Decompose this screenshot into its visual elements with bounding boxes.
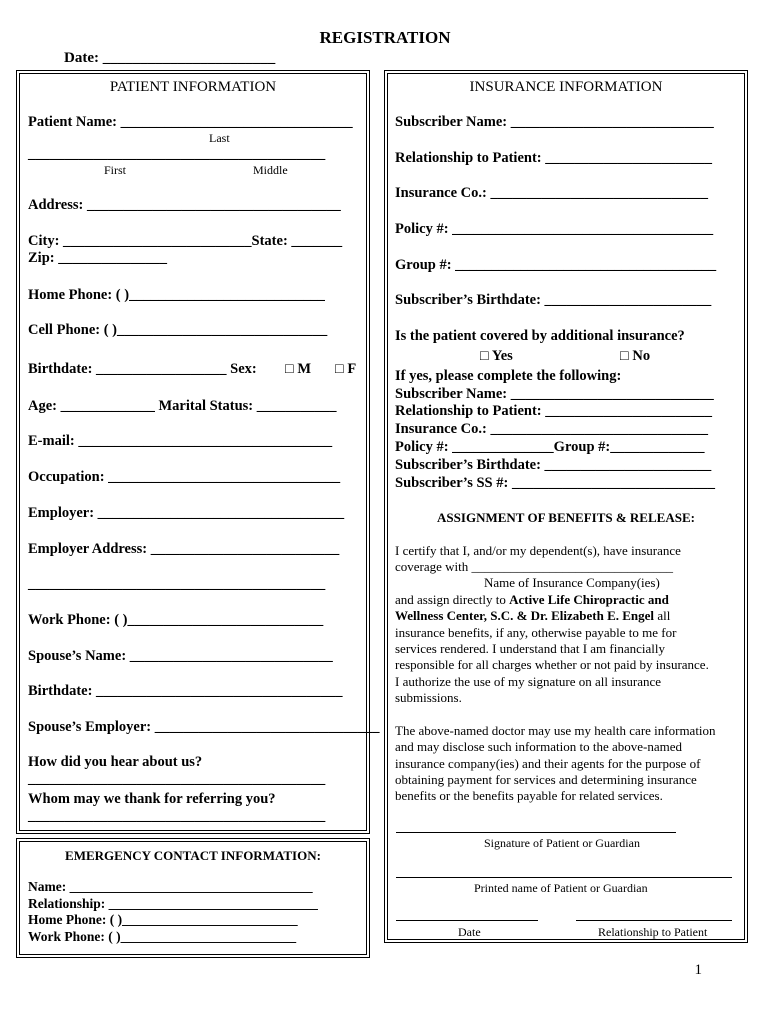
assignment-line-4 [395,608,670,624]
date-field[interactable]: Date: _______________________ [64,50,276,66]
referral-source-line[interactable]: _________________________________________ [28,771,326,787]
additional-insurance-no-checkbox[interactable]: □ No [620,348,651,364]
additional-insurance-company-field[interactable]: Insurance Co.: ______________________________ [395,421,708,437]
referrer-line[interactable]: _________________________________________ [28,808,326,824]
additional-subscriber-ss-field[interactable]: Subscriber’s SS #: ____________________________ [395,475,715,491]
assignment-line-3 [395,592,669,608]
sex-male-checkbox[interactable]: □ M [285,361,312,377]
additional-insurance-yes-checkbox[interactable]: □ Yes [480,348,513,364]
signature-caption: Signature of Patient or Guardian [484,836,640,850]
employer-field[interactable]: Employer: __________________________________ [28,505,345,521]
birthdate-sex-field[interactable]: Birthdate: __________________ Sex: [28,361,257,377]
email-field[interactable]: E-mail: ___________________________________ [28,433,333,449]
employer-address-line[interactable]: _________________________________________ [28,576,326,592]
disclosure-line-3: insurance company(ies) and their agents for the purpose of [395,756,701,771]
printed-name-caption: Printed name of Patient or Guardian [474,881,648,895]
assignment-line-8: I authorize the use of my signature on all insurance [395,674,662,689]
city-state-field[interactable]: City: __________________________State: _______ [28,233,343,249]
first-name-caption: First [104,163,127,177]
assignment-line-7: responsible for all charges whether or not paid by insurance. [395,657,709,672]
referrer-question: Whom may we thank for referring you? [28,791,276,807]
zip-field[interactable]: Zip: _______________ [28,250,167,266]
work-phone-field[interactable]: Work Phone: ( )___________________________ [28,612,324,628]
disclosure-line-4: obtaining payment for services and determining insurance [395,772,697,787]
relationship-signature-line[interactable] [576,920,732,921]
emergency-contact-heading: EMERGENCY CONTACT INFORMATION: [65,848,321,863]
disclosure-line-5: benefits or the benefits payable for related services. [395,788,663,803]
cell-phone-field[interactable]: Cell Phone: ( )_____________________________ [28,322,328,338]
assignment-line-1: I certify that I, and/or my dependent(s), have insurance [395,543,681,558]
last-name-caption: Last [209,131,230,145]
additional-subscriber-birthdate-field[interactable]: Subscriber’s Birthdate: _______________________ [395,457,712,473]
group-number-field[interactable]: Group #: ____________________________________ [395,257,717,273]
spouse-employer-field[interactable]: Spouse’s Employer: _______________________________ [28,719,380,735]
assignment-line-4-text: all [657,608,671,623]
additional-insurance-question: Is the patient covered by additional insurance? [395,328,685,344]
sex-female-checkbox[interactable]: □ F [335,361,357,377]
first-middle-name-field[interactable]: _________________________________________ [28,146,326,162]
additional-subscriber-name-field[interactable]: Subscriber Name: ____________________________ [395,386,714,402]
assignment-line-6: services rendered. I understand that I am financially [395,641,665,656]
assignment-line-5: insurance benefits, if any, otherwise payable to me for [395,625,677,640]
subscriber-name-field[interactable]: Subscriber Name: ____________________________ [395,114,714,130]
insurance-company-caption: Name of Insurance Company(ies) [484,575,660,590]
age-marital-status-field[interactable]: Age: _____________ Marital Status: ___________ [28,398,337,414]
assignment-heading: ASSIGNMENT OF BENEFITS & RELEASE: [437,510,695,525]
subscriber-birthdate-field[interactable]: Subscriber’s Birthdate: _______________________ [395,292,712,308]
printed-name-line[interactable] [396,877,732,878]
assignment-line-9: submissions. [395,690,462,705]
disclosure-line-1: The above-named doctor may use my health care information [395,723,716,738]
insurance-company-field[interactable]: Insurance Co.: ______________________________ [395,185,708,201]
page-number: 1 [694,962,702,978]
assignment-line-3-text: and assign directly to [395,592,506,607]
emergency-home-phone-field[interactable]: Home Phone: ( )__________________________ [28,912,298,927]
signature-line[interactable] [396,832,676,833]
address-field[interactable]: Address: ___________________________________ [28,197,341,213]
emergency-relationship-field[interactable]: Relationship: _______________________________ [28,896,318,911]
additional-relationship-field[interactable]: Relationship to Patient: _______________________ [395,403,712,419]
relationship-caption: Relationship to Patient [598,925,708,939]
employer-address-field[interactable]: Employer Address: __________________________ [28,541,340,557]
insurance-information-heading: INSURANCE INFORMATION [469,79,663,95]
disclosure-line-2: and may disclose such information to the above-named [395,739,683,754]
clinic-name-part1: Active Life Chiropractic and [509,592,669,607]
emergency-name-field[interactable]: Name: ____________________________________ [28,879,313,894]
clinic-name-part2: Wellness Center, S.C. & Dr. Elizabeth E. Engel [395,608,655,623]
home-phone-field[interactable]: Home Phone: ( )___________________________ [28,287,325,303]
policy-number-field[interactable]: Policy #: ____________________________________ [395,221,714,237]
date-caption: Date [458,925,481,939]
patient-information-heading: PATIENT INFORMATION [109,79,277,95]
spouse-name-field[interactable]: Spouse’s Name: ____________________________ [28,648,333,664]
patient-name-field[interactable]: Patient Name: ________________________________ [28,114,353,130]
insurance-company-coverage-field[interactable]: coverage with _______________________________ [395,559,674,574]
relationship-to-patient-field[interactable]: Relationship to Patient: _______________________ [395,150,712,166]
emergency-work-phone-field[interactable]: Work Phone: ( )__________________________ [28,929,297,944]
if-yes-instruction: If yes, please complete the following: [395,368,622,384]
date-signature-line[interactable] [396,920,538,921]
middle-name-caption: Middle [253,163,288,177]
additional-policy-group-field[interactable]: Policy #: ______________Group #:_____________ [395,439,705,455]
occupation-field[interactable]: Occupation: ________________________________ [28,469,341,485]
page-title: REGISTRATION [319,28,451,47]
spouse-birthdate-field[interactable]: Birthdate: __________________________________ [28,683,343,699]
referral-source-question: How did you hear about us? [28,754,203,770]
